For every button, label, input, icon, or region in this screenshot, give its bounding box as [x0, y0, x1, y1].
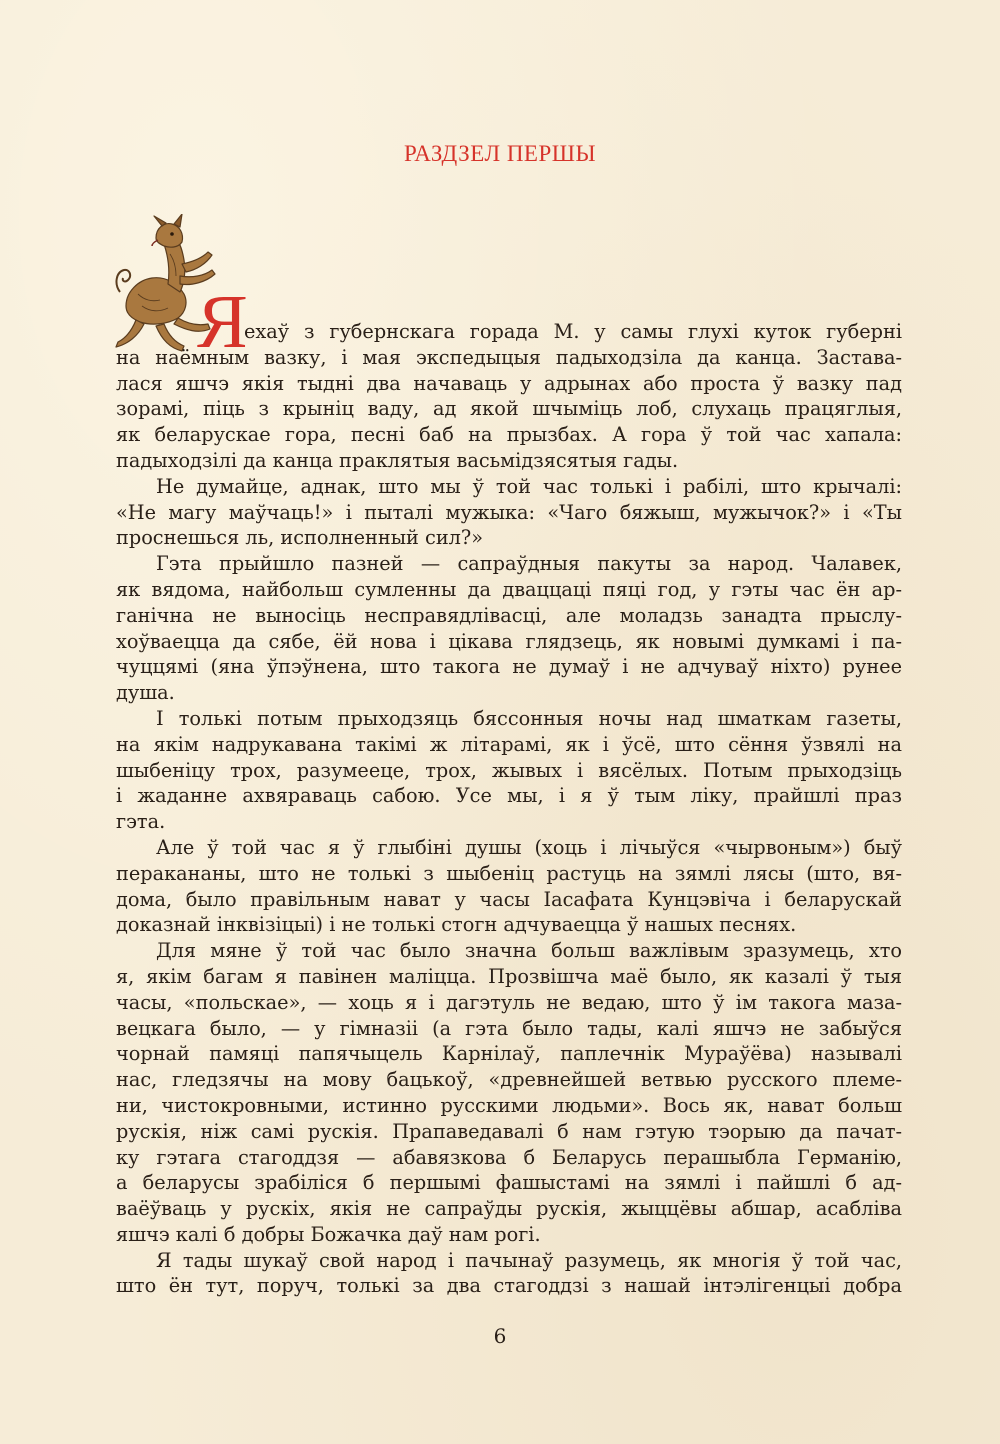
- chapter-title: РАЗДЗЕЛ ПЕРШЫ: [403, 141, 597, 166]
- text-line: шыбеніцу трох, разумееце, трох, жывых і вясёлых. Потым прыходзіць: [116, 758, 902, 782]
- text-line: вецкага было, — у гімназіі (а гэта было тады, калі яшчэ не забыўся: [116, 1016, 902, 1040]
- text-line: перакананы, што не толькі з шыбеніц растуць на зямлі лясы (што, вя-: [116, 861, 902, 885]
- text-line: ехаў з губернскага горада М. у самы глухі куток губерні: [244, 320, 902, 343]
- text-line: гэта.: [116, 810, 166, 834]
- text-line: чорнай памяці папячыцель Карнілаў, паплечнік Мураўёва) называлі: [116, 1042, 902, 1066]
- text-line: як беларускае гора, песні баб на прызбах. А гора ў той час хапала:: [116, 423, 902, 447]
- text-line: ваёўваць у рускіх, якія не сапраўды рускія, жыццёвы абшар, асабліва: [116, 1197, 902, 1221]
- text-line: я, якім багам я павінен маліцца. Прозвішча маё было, як казалі ў тыя: [116, 964, 902, 988]
- page-number: 6: [493, 1324, 507, 1348]
- text-line: яшчэ калі б добры Божачка даў нам рогі.: [116, 1222, 541, 1246]
- text-line: І толькі потым прыходзяць бяссонныя ночы над шматкам газеты,: [156, 706, 902, 730]
- body-text: [116, 319, 902, 1299]
- text-line: што ён тут, поруч, толькі за два стагоддзі з нашай інтэлігенцыі добра: [116, 1274, 902, 1298]
- text-line: Але ў той час я ў глыбіні душы (хоць і лічыўся «чырвоным») быў: [156, 835, 902, 859]
- text-line: Гэта прыйшло пазней — сапраўдныя пакуты за народ. Чалавек,: [156, 552, 902, 576]
- text-line: хоўваецца да сябе, ёй нова і цікава глядзець, як новымі думкамі і па-: [116, 629, 902, 653]
- text-line: дома, было правільным нават у часы Іасафата Кунцэвіча і беларускай: [116, 887, 902, 911]
- text-line: зорамі, піць з крыніц ваду, ад якой шчыміць лоб, слухаць працяглыя,: [116, 397, 902, 421]
- text-line: «Не магу маўчаць!» і пыталі мужыка: «Чаго бяжыш, мужычок?» і «Ты: [116, 500, 902, 524]
- text-line: ку гэтага стагоддзя — абавязкова б Беларусь перашыбла Германію,: [116, 1145, 902, 1169]
- text-line: падыходзілі да канца праклятыя васьмідзясятыя гады.: [116, 448, 679, 472]
- text-line: ни, чистокровными, истинно русскими людьми». Вось як, нават больш: [116, 1093, 902, 1117]
- text-line: на якім надрукавана такімі ж літарамі, як і ўсё, што сёння ўзвялі на: [116, 732, 902, 756]
- text-line: нас, гледзячы на мову бацькоў, «древнейшей ветвью русского племе-: [116, 1068, 902, 1092]
- text-line: на наёмным вазку, і мая экспедыцыя падыходзіла да канца. Застава-: [116, 345, 902, 369]
- drop-cap: Я: [197, 280, 248, 364]
- text-line: душа.: [116, 681, 175, 705]
- text-line: доказнай інквізіцыі) і не толькі стогн адчуваецца ў нашых песнях.: [116, 913, 797, 937]
- text-line: рускія, ніж самі рускія. Прапаведавалі б нам гэтую тэорыю да пачат-: [116, 1119, 902, 1143]
- text-line: ганічна не выносіць несправядлівасці, але моладзь занадта прыслу-: [116, 603, 902, 627]
- text-line: проснешься ль, исполненный сил?»: [116, 526, 484, 550]
- text-line: часы, «польскае», — хоць я і дагэтуль не ведаю, што ў ім такога маза-: [116, 990, 902, 1014]
- text-line: Для мяне ў той час было значна больш важлівым зразумець, хто: [156, 939, 902, 963]
- text-line: а беларусы зрабіліся б першымі фашыстамі на зямлі і пайшлі б ад-: [116, 1171, 902, 1195]
- text-line: Не думайце, аднак, што мы ў той час толькі і рабілі, што крычалі:: [156, 474, 902, 498]
- text-line: чуццямі (яна ўпэўнена, што такога не думаў і не адчуваў ніхто) рунее: [116, 655, 902, 679]
- text-line: лася яшчэ якія тыдні два начаваць у адрынах або проста ў вазку пад: [116, 371, 902, 395]
- text-line: Я тады шукаў свой народ і пачынаў разумець, як многія ў той час,: [156, 1248, 902, 1272]
- text-line: як вядома, найбольш сумленны да дваццаці пяці год, у гэты час ён ар-: [116, 577, 902, 601]
- text-line: і жаданне ахвяраваць сабою. Усе мы, і я ў тым ліку, прайшлі праз: [116, 784, 902, 808]
